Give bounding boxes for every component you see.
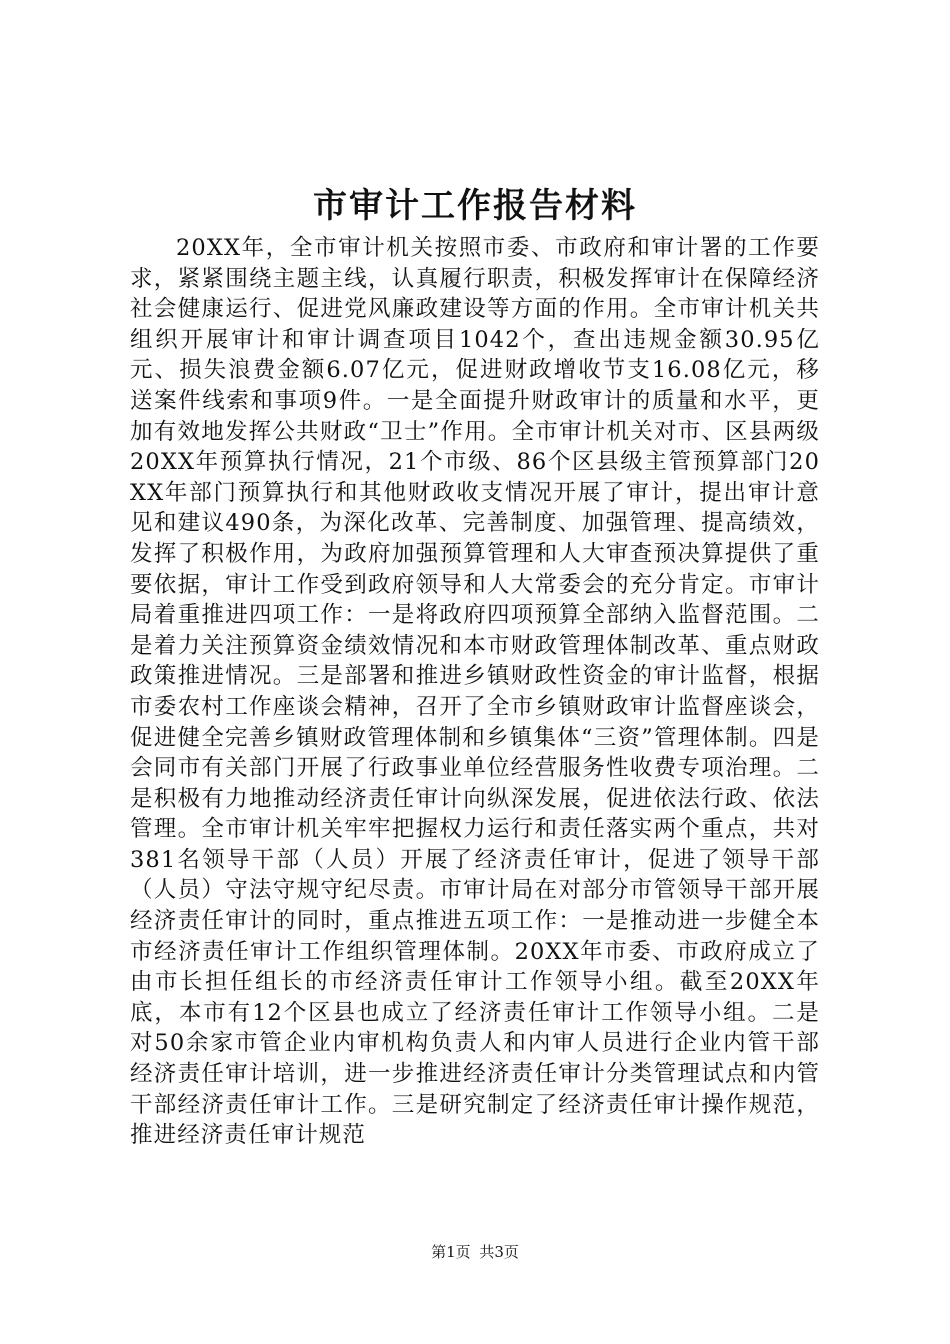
document-body-paragraph: 20XX年，全市审计机关按照市委、市政府和审计署的工作要求，紧紧围绕主题主线，认真履行职责，积极发挥审计在保障经济社会健康运行、促进党风廉政建设等方面的作用。全市审计机关共组织开展审计和审计调查项目1042个，查出违规金额30.95亿元、损失浪费金额6.07亿元，促进财政增收节支16.08亿元，移送案件线索和事项9件。一是全面提升财政审计的质量和水平，更加有效地发挥公共财政“卫士”作用。全市审计机关对市、区县两级20XX年预算执行情况，21个市级、86个区县级主管预算部门20XX年部门预算执行和其他财政收支情况开展了审计，提出审计意见和建议490条，为深化改革、完善制度、加强管理、提高绩效，发挥了积极作用，为政府加强预算管理和人大审查预决算提供了重要依据，审计工作受到政府领导和人大常委会的充分肯定。市审计局着重推进四项工作：一是将政府四项预算全部纳入监督范围。二是着力关注预算资金绩效情况和本市财政管理体制改革、重点财政政策推进情况。三是部署和推进乡镇财政性资金的审计监督，根据市委农村工作座谈会精神，召开了全市乡镇财政审计监督座谈会，促进健全完善乡镇财政管理体制和乡镇集体“三资”管理体制。四是会同市有关部门开展了行政事业单位经营服务性收费专项治理。二是积极有力地推动经济责任审计向纵深发展，促进依法行政、依法管理。全市审计机关牢牢把握权力运行和责任落实两个重点，共对381名领导干部（人员）开展了经济责任审计，促进了领导干部（人员）守法守规守纪尽责。市审计局在对部分市管领导干部开展经济责任审计的同时，重点推进五项工作：一是推动进一步健全本市经济责任审计工作组织管理体制。20XX年市委、市政府成立了由市长担任组长的市经济责任审计工作领导小组。截至20XX年底，本市有12个区县也成立了经济责任审计工作领导小组。二是对50余家市管企业内审机构负责人和内审人员进行企业内管干部经济责任审计培训，进一步推进经济责任审计分类管理试点和内管干部经济责任审计工作。三是研究制定了经济责任审计操作规范，推进经济责任审计规范	[130, 235, 820, 1149]
document-title: 市审计工作报告材料	[313, 186, 637, 226]
page-footer	[0, 1242, 950, 1262]
page-number: 第1页	[431, 1243, 471, 1261]
page-total: 共3页	[479, 1243, 519, 1261]
